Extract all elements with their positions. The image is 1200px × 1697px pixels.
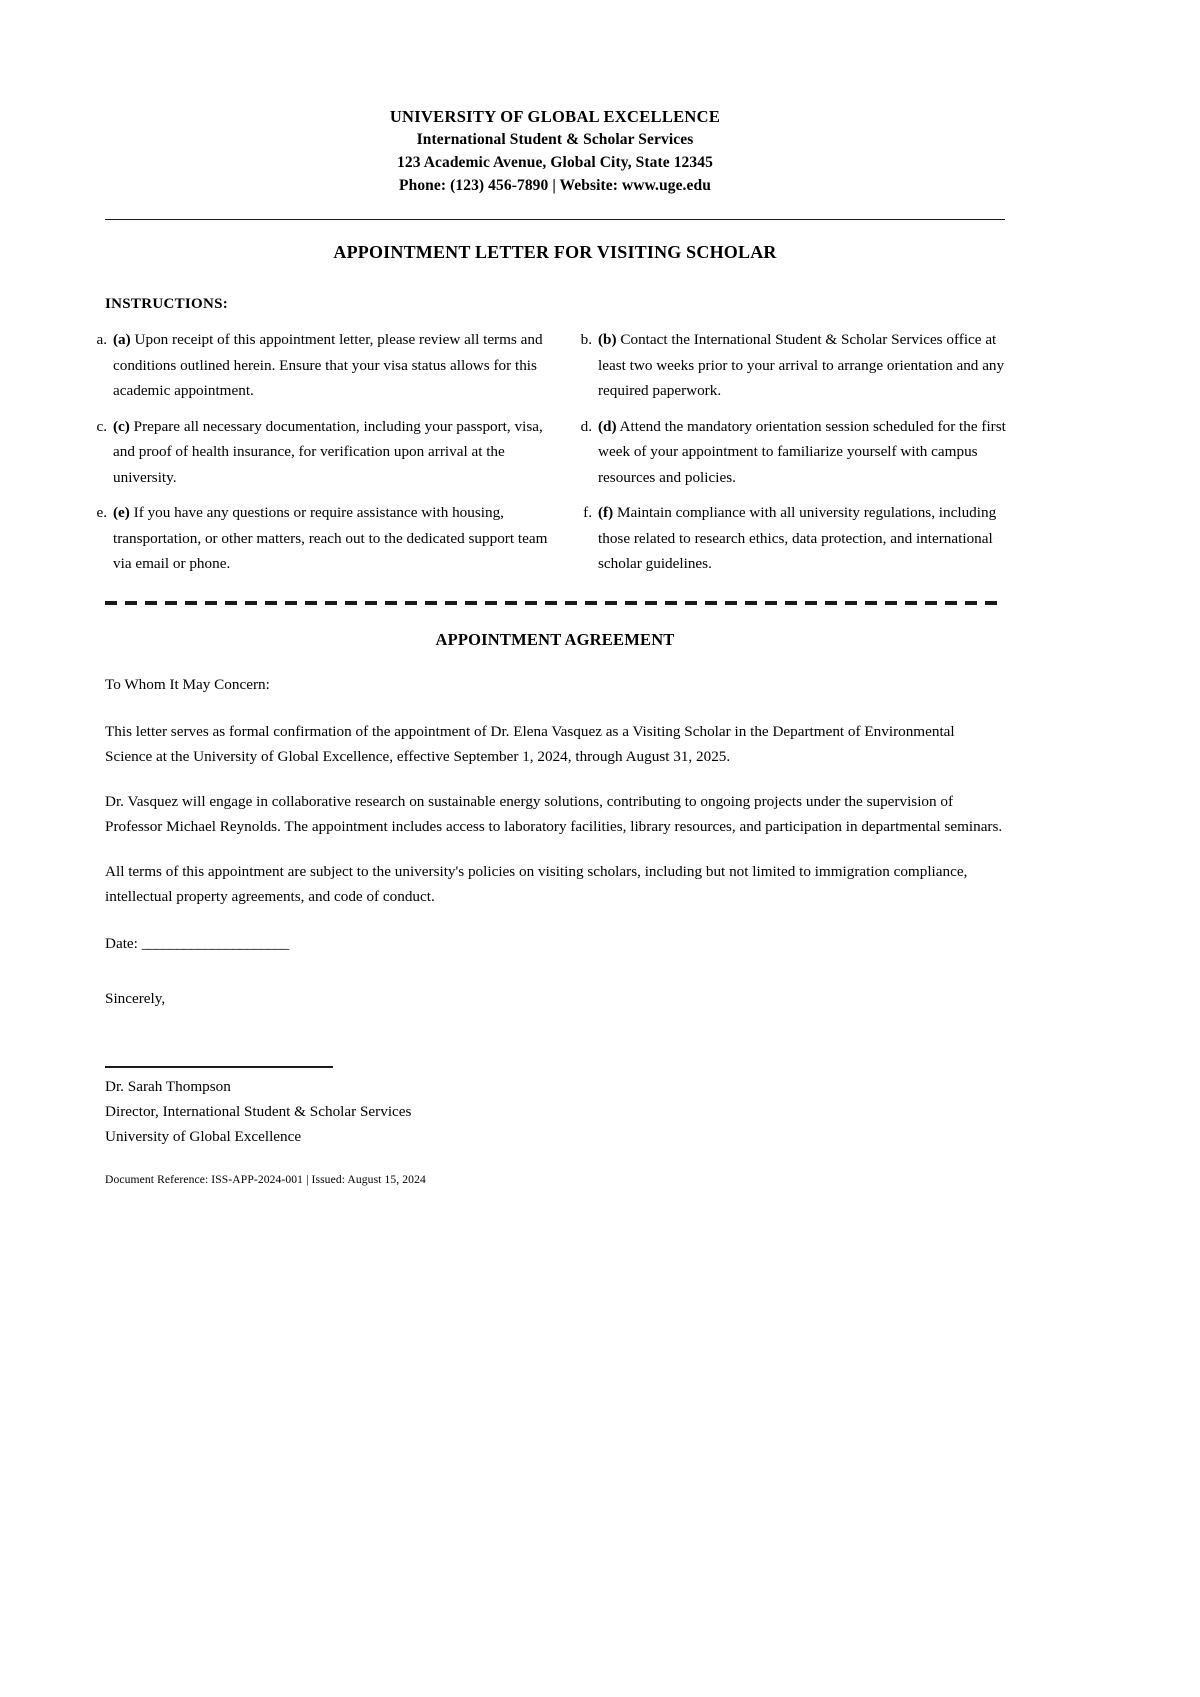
agreement-title: APPOINTMENT AGREEMENT <box>435 629 675 649</box>
instruction-item-a <box>96 327 560 404</box>
signatory-title: Director, International Student & Scholar Services <box>105 1102 412 1120</box>
instruction-tag: (b) <box>598 331 617 348</box>
agreement-paragraph-2: Dr. Vasquez will engage in collaborative research on sustainable energy solutions, contributing to ongoing projects under the supervision of Professor Michael Reynolds. The appointment includes access to laboratory facilities, library resources, and participation in departmental seminars. <box>105 792 1003 835</box>
instruction-body: Prepare all necessary documentation, including your passport, visa, and proof of health insurance, for verification upon arrival at the university. <box>113 417 543 486</box>
instruction-item-c <box>96 414 560 491</box>
agreement-paragraph-1: This letter serves as formal confirmation of the appointment of Dr. Elena Vasquez as a Visiting Scholar in the Department of Environmental Science at the University of Global Excellence, effective September 1, 2024, through August 31, 2025. <box>105 722 955 765</box>
date-blank-field[interactable]: _____________________ <box>141 934 289 952</box>
instruction-body: Upon receipt of this appointment letter, please review all terms and conditions outlined herein. Ensure that your visa status allows for this academic appointment. <box>113 331 543 399</box>
list-marker: a. <box>96 331 107 348</box>
closing-salutation: Sincerely, <box>105 989 166 1007</box>
page-title: APPOINTMENT LETTER FOR VISITING SCHOLAR <box>333 242 777 262</box>
salutation: To Whom It May Concern: <box>105 675 270 693</box>
section-dashed-divider <box>105 601 1005 605</box>
list-marker: e. <box>96 504 107 521</box>
organization-name: UNIVERSITY OF GLOBAL EXCELLENCE <box>389 107 721 126</box>
instruction-tag: (d) <box>598 417 617 435</box>
instruction-item-e <box>96 500 560 577</box>
instruction-tag: (f) <box>598 504 614 521</box>
instruction-tag: (c) <box>113 417 130 435</box>
instruction-body: Maintain compliance with all university regulations, including those related to research ethics, data protection, and international scholar guidelines. <box>598 504 997 572</box>
instruction-tag: (e) <box>113 504 130 521</box>
signatory-affiliation: University of Global Excellence <box>105 1127 302 1145</box>
agreement-paragraph-3: All terms of this appointment are subject to the university's policies on visiting scholars, including but not limited to immigration compliance, intellectual property agreements, and code of conduct. <box>105 862 968 905</box>
list-marker: f. <box>583 504 592 521</box>
document-reference: Document Reference: ISS-APP-2024-001 | Issued: August 15, 2024 <box>105 1172 426 1186</box>
instruction-body: Attend the mandatory orientation session scheduled for the first week of your appointment to familiarize yourself with campus resources and policies. <box>598 417 1006 486</box>
list-marker: c. <box>96 417 107 435</box>
date-field-row <box>105 931 1005 956</box>
instruction-body: If you have any questions or require assistance with housing, transportation, or other matters, reach out to the dedicated support team via email or phone. <box>113 504 548 572</box>
agreement-body <box>105 672 1005 909</box>
instruction-body: Contact the International Student & Scholar Services office at least two weeks prior to your arrival to arrange orientation and any required paperwork. <box>598 331 1005 399</box>
signature-block <box>105 1074 1005 1149</box>
instruction-text <box>113 327 553 404</box>
instruction-tag: (a) <box>113 331 131 348</box>
signatory-name: Dr. Sarah Thompson <box>105 1077 231 1095</box>
instruction-item-d <box>560 414 1015 491</box>
instruction-text <box>598 500 1015 577</box>
signature-line <box>105 1066 333 1068</box>
instruction-item-f <box>560 500 1015 577</box>
header-divider <box>105 219 1005 220</box>
instruction-text <box>598 327 1015 404</box>
contact-line: Phone: (123) 456-7890 | Website: www.uge.edu <box>399 177 711 194</box>
address-line: 123 Academic Avenue, Global City, State 12345 <box>397 154 713 171</box>
list-marker: b. <box>580 331 592 348</box>
instructions-list <box>96 327 1006 587</box>
instruction-text <box>598 414 1015 491</box>
instruction-text <box>113 414 553 491</box>
instruction-item-b <box>560 327 1015 404</box>
department-name: International Student & Scholar Services <box>416 131 694 148</box>
instruction-text <box>113 500 553 577</box>
instructions-heading: INSTRUCTIONS: <box>105 296 229 312</box>
document-content <box>96 0 1006 1189</box>
date-label: Date: <box>105 934 138 952</box>
letterhead <box>105 0 1005 197</box>
list-marker: d. <box>580 417 592 435</box>
